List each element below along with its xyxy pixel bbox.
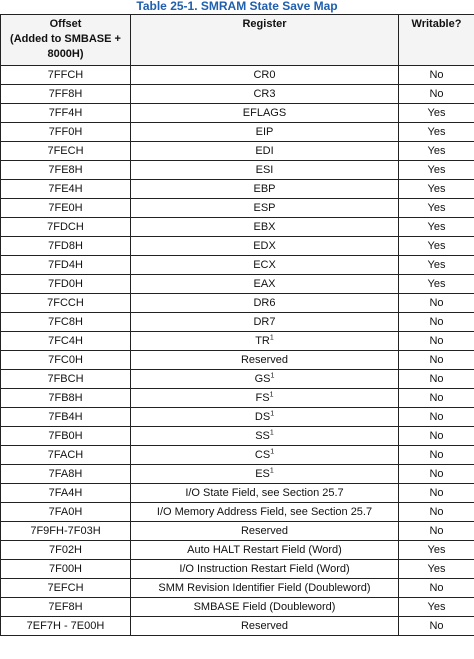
- register-name: ECX: [253, 259, 276, 271]
- offset-cell: 7FD4H: [1, 256, 131, 275]
- writable-cell: Yes: [399, 104, 474, 123]
- writable-cell: No: [399, 465, 474, 484]
- writable-cell: Yes: [399, 237, 474, 256]
- writable-cell: No: [399, 617, 474, 636]
- writable-cell: No: [399, 313, 474, 332]
- writable-cell: No: [399, 389, 474, 408]
- offset-cell: 7F00H: [1, 560, 131, 579]
- offset-cell: 7FCCH: [1, 294, 131, 313]
- register-name: ESI: [255, 164, 274, 176]
- register-cell: [131, 370, 399, 389]
- register-cell: [131, 389, 399, 408]
- register-name: TR: [255, 335, 270, 347]
- offset-cell: 7F9FH-7F03H: [1, 522, 131, 541]
- offset-cell: 7FF4H: [1, 104, 131, 123]
- register-name: I/O State Field, see Section 25.7: [185, 487, 344, 499]
- table-row: [1, 237, 474, 256]
- writable-cell: No: [399, 351, 474, 370]
- writable-cell: No: [399, 85, 474, 104]
- table-body: [1, 66, 474, 636]
- table-row: [1, 465, 474, 484]
- offset-cell: 7FA0H: [1, 503, 131, 522]
- writable-cell: No: [399, 579, 474, 598]
- register-cell: [131, 560, 399, 579]
- writable-cell: No: [399, 294, 474, 313]
- offset-cell: 7EFCH: [1, 579, 131, 598]
- smram-state-save-map-table: [0, 14, 474, 636]
- table-row: [1, 484, 474, 503]
- register-column-header: Register: [131, 15, 399, 66]
- table-row: [1, 503, 474, 522]
- footnote-marker: 1: [270, 372, 275, 380]
- register-name: EDX: [253, 240, 276, 252]
- writable-cell: Yes: [399, 161, 474, 180]
- writable-cell: Yes: [399, 142, 474, 161]
- register-cell: [131, 465, 399, 484]
- register-name: SMM Revision Identifier Field (Doubleword): [158, 582, 371, 594]
- register-cell: [131, 66, 399, 85]
- register-name: DS: [254, 411, 271, 423]
- register-name: EAX: [253, 278, 276, 290]
- table-row: [1, 351, 474, 370]
- table-row: [1, 161, 474, 180]
- register-name: I/O Memory Address Field, see Section 25.7: [156, 506, 373, 518]
- offset-cell: 7FB8H: [1, 389, 131, 408]
- table-row: [1, 408, 474, 427]
- table-row: [1, 579, 474, 598]
- footnote-marker: 1: [269, 429, 274, 437]
- register-cell: [131, 294, 399, 313]
- offset-cell: 7FE4H: [1, 180, 131, 199]
- register-cell: [131, 104, 399, 123]
- register-name: DR6: [253, 297, 276, 309]
- register-name: EDI: [255, 145, 274, 157]
- table-row: [1, 85, 474, 104]
- register-name: FS: [255, 392, 270, 404]
- register-cell: [131, 256, 399, 275]
- offset-cell: 7FC4H: [1, 332, 131, 351]
- table-row: [1, 104, 474, 123]
- writable-cell: Yes: [399, 218, 474, 237]
- register-cell: [131, 541, 399, 560]
- register-cell: [131, 218, 399, 237]
- writable-cell: Yes: [399, 199, 474, 218]
- table-row: [1, 294, 474, 313]
- table-row: [1, 617, 474, 636]
- table-row: [1, 522, 474, 541]
- register-cell: [131, 446, 399, 465]
- table-row: [1, 446, 474, 465]
- writable-cell: No: [399, 446, 474, 465]
- register-name: CR3: [253, 88, 276, 100]
- register-name: ESP: [253, 202, 276, 214]
- table-row: [1, 256, 474, 275]
- writable-cell: Yes: [399, 123, 474, 142]
- offset-cell: 7FE0H: [1, 199, 131, 218]
- footnote-marker: 1: [270, 448, 275, 456]
- offset-cell: 7FF0H: [1, 123, 131, 142]
- register-name: I/O Instruction Restart Field (Word): [179, 563, 350, 575]
- offset-cell: 7FACH: [1, 446, 131, 465]
- offset-cell: 7FBCH: [1, 370, 131, 389]
- offset-cell: 7FFCH: [1, 66, 131, 85]
- register-name: Reserved: [240, 620, 289, 632]
- writable-cell: No: [399, 370, 474, 389]
- offset-cell: 7FD8H: [1, 237, 131, 256]
- table-row: [1, 560, 474, 579]
- table-row: [1, 142, 474, 161]
- writable-cell: Yes: [399, 598, 474, 617]
- offset-cell: 7FB0H: [1, 427, 131, 446]
- table-row: [1, 427, 474, 446]
- writable-cell: Yes: [399, 275, 474, 294]
- footnote-marker: 1: [269, 467, 274, 475]
- offset-cell: 7FA4H: [1, 484, 131, 503]
- writable-cell: No: [399, 332, 474, 351]
- table-row: [1, 66, 474, 85]
- register-cell: [131, 579, 399, 598]
- offset-cell: 7FE8H: [1, 161, 131, 180]
- offset-cell: 7FD0H: [1, 275, 131, 294]
- register-name: EBP: [253, 183, 276, 195]
- table-caption: Table 25-1. SMRAM State Save Map: [136, 0, 338, 13]
- offset-cell: 7FA8H: [1, 465, 131, 484]
- table-row: [1, 123, 474, 142]
- table-row: [1, 199, 474, 218]
- register-cell: [131, 351, 399, 370]
- offset-cell: 7EF7H - 7E00H: [1, 617, 131, 636]
- register-name: CS: [254, 449, 271, 461]
- register-cell: [131, 408, 399, 427]
- offset-cell: 7F02H: [1, 541, 131, 560]
- table-row: [1, 598, 474, 617]
- register-cell: [131, 522, 399, 541]
- table-row: [1, 541, 474, 560]
- offset-cell: 7FF8H: [1, 85, 131, 104]
- writable-cell: No: [399, 503, 474, 522]
- register-cell: [131, 332, 399, 351]
- register-cell: [131, 161, 399, 180]
- writable-cell: Yes: [399, 180, 474, 199]
- offset-header-text: Offset (Added to SMBASE + 8000H): [10, 18, 121, 60]
- writable-cell: No: [399, 427, 474, 446]
- register-name: GS: [254, 373, 271, 385]
- register-name: SMBASE Field (Doubleword): [193, 601, 336, 613]
- writable-cell: No: [399, 484, 474, 503]
- writable-cell: No: [399, 408, 474, 427]
- writable-cell: Yes: [399, 256, 474, 275]
- register-name: EBX: [253, 221, 276, 233]
- table-row: [1, 218, 474, 237]
- register-name: SS: [255, 430, 270, 442]
- register-name: Auto HALT Restart Field (Word): [187, 544, 342, 556]
- offset-cell: 7FB4H: [1, 408, 131, 427]
- footnote-marker: 1: [269, 391, 274, 399]
- register-cell: [131, 237, 399, 256]
- register-cell: [131, 85, 399, 104]
- offset-cell: 7EF8H: [1, 598, 131, 617]
- offset-column-header: [1, 15, 131, 66]
- writable-cell: Yes: [399, 541, 474, 560]
- register-cell: [131, 427, 399, 446]
- register-name: DR7: [253, 316, 276, 328]
- register-name: Reserved: [240, 354, 289, 366]
- register-cell: [131, 484, 399, 503]
- table-row: [1, 180, 474, 199]
- offset-cell: 7FDCH: [1, 218, 131, 237]
- writable-cell: No: [399, 66, 474, 85]
- table-row: [1, 332, 474, 351]
- table-header: [1, 15, 474, 66]
- writable-cell: No: [399, 522, 474, 541]
- register-name: EFLAGS: [242, 107, 287, 119]
- register-cell: [131, 313, 399, 332]
- register-cell: [131, 123, 399, 142]
- register-cell: [131, 275, 399, 294]
- offset-cell: 7FC8H: [1, 313, 131, 332]
- offset-cell: 7FECH: [1, 142, 131, 161]
- table-row: [1, 389, 474, 408]
- register-name: EIP: [255, 126, 274, 138]
- register-cell: [131, 598, 399, 617]
- register-cell: [131, 180, 399, 199]
- register-name: CR0: [253, 69, 276, 81]
- register-name: Reserved: [240, 525, 289, 537]
- footnote-marker: 1: [269, 334, 274, 342]
- table-row: [1, 275, 474, 294]
- register-cell: [131, 503, 399, 522]
- table-row: [1, 313, 474, 332]
- footnote-marker: 1: [270, 410, 275, 418]
- register-cell: [131, 199, 399, 218]
- register-name: ES: [255, 468, 270, 480]
- writable-column-header: Writable?: [399, 15, 474, 66]
- writable-cell: Yes: [399, 560, 474, 579]
- register-cell: [131, 142, 399, 161]
- header-row: [1, 15, 474, 66]
- offset-cell: 7FC0H: [1, 351, 131, 370]
- table-row: [1, 370, 474, 389]
- register-cell: [131, 617, 399, 636]
